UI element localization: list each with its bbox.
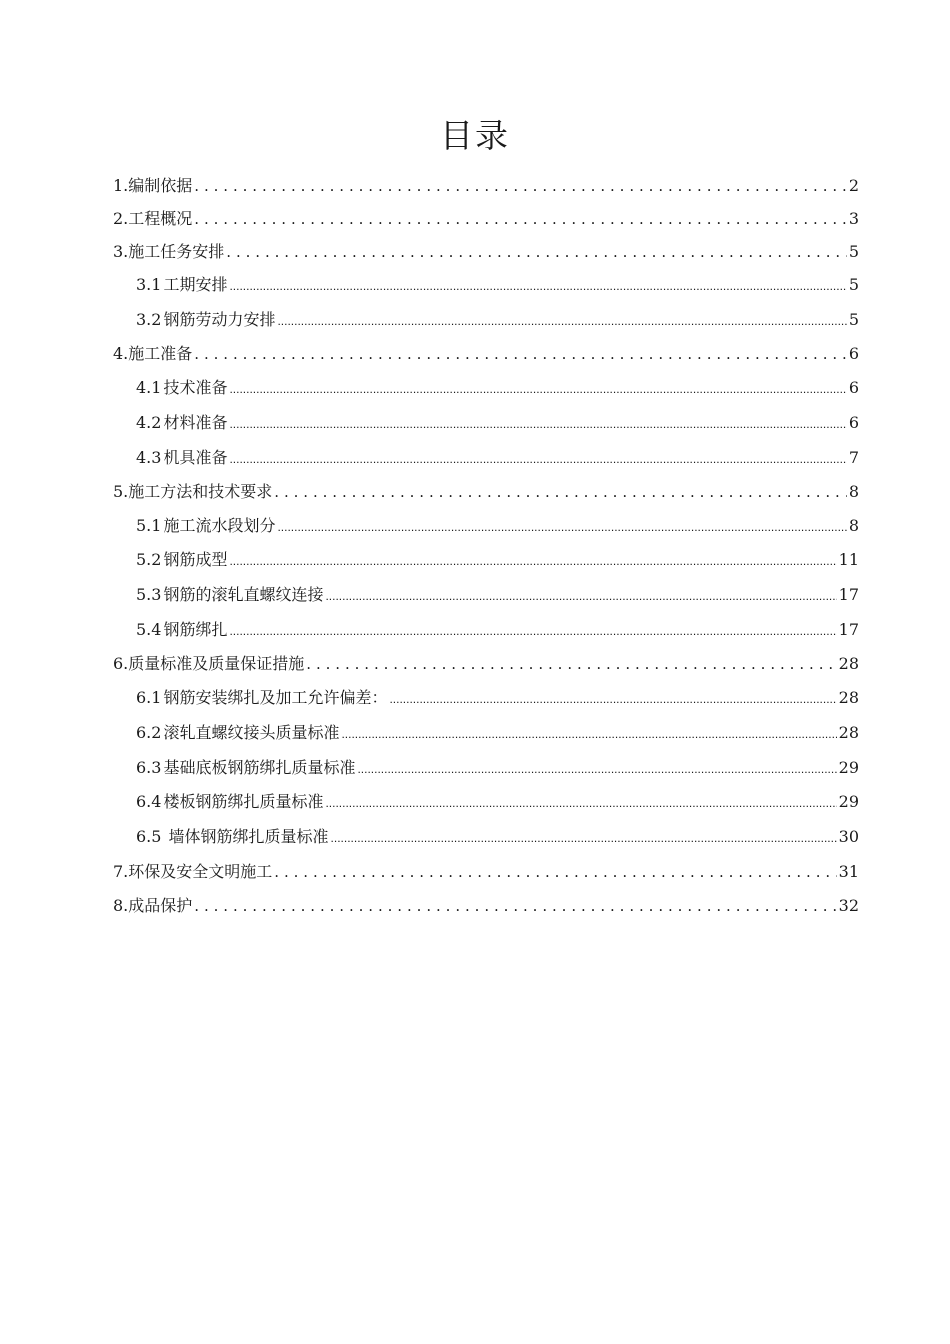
toc-entry-label: 质量标准及质量保证措施 [128,654,305,673]
toc-entry-6-2[interactable] [136,721,859,745]
toc-entry-number: 6. [113,654,129,673]
dot-leader [194,342,847,366]
toc-entry-label: 编制依据 [128,176,193,195]
dot-leader [226,240,847,264]
toc-entry-3[interactable] [113,240,859,264]
dot-leader [229,274,846,298]
toc-entry-5[interactable] [113,480,859,504]
toc-entry-page: 5 [848,242,859,261]
dot-leader [341,722,836,746]
toc-entry-number: 5.3 [136,585,162,604]
dot-leader [229,447,846,471]
toc-entry-page: 32 [838,896,859,915]
dot-leader [229,377,846,401]
dot-leader [325,584,836,608]
toc-entry-2[interactable] [113,207,859,231]
toc-entry-label: 墙体钢筋绑扎质量标准 [163,827,329,846]
toc-entry-4-1[interactable] [136,376,859,400]
toc-entry-7[interactable] [113,860,859,884]
toc-entry-number: 3.1 [136,275,162,294]
toc-entry-label: 施工方法和技术要求 [128,482,273,501]
toc-entry-label: 环保及安全文明施工 [128,862,273,881]
toc-entry-label: 楼板钢筋绑扎质量标准 [163,792,324,811]
dot-leader [229,412,846,436]
toc-entry-label: 材料准备 [163,413,228,432]
dot-leader [229,549,836,573]
toc-entry-number: 2. [113,209,129,228]
toc-entry-number: 4.3 [136,448,162,467]
toc-entry-page: 2 [848,176,859,195]
toc-entry-number: 5.2 [136,550,162,569]
toc-entry-label: 钢筋劳动力安排 [163,310,276,329]
toc-entry-label: 滚轧直螺纹接头质量标准 [163,723,340,742]
toc-entry-number: 4.1 [136,378,162,397]
toc-entry-number: 3.2 [136,310,162,329]
toc-entry-label: 成品保护 [128,896,193,915]
toc-entry-page: 28 [838,654,859,673]
dot-leader [389,687,836,711]
toc-entry-3-1[interactable] [136,273,859,297]
toc-entry-number: 6.2 [136,723,162,742]
toc-entry-number: 6.5 [136,827,162,846]
toc-entry-page: 8 [848,482,859,501]
toc-entry-6-5[interactable] [136,825,859,849]
toc-entry-6[interactable] [113,652,859,676]
toc-entry-label: 钢筋成型 [163,550,228,569]
toc-entry-4-2[interactable] [136,411,859,435]
toc-entry-number: 6.3 [136,758,162,777]
toc-entry-6-3[interactable] [136,756,859,780]
toc-entry-page: 6 [848,378,859,397]
dot-leader [306,652,836,676]
toc-entry-number: 7. [113,862,129,881]
toc-entry-page: 28 [838,723,859,742]
toc-entry-6-1[interactable] [136,686,859,710]
toc-entry-number: 3. [113,242,129,261]
toc-entry-4-3[interactable] [136,446,859,470]
dot-leader [277,309,846,333]
toc-entry-1[interactable] [113,174,859,198]
toc-entry-page: 5 [848,275,859,294]
dot-leader [357,757,836,781]
toc-entry-page: 8 [848,516,859,535]
toc-entry-number: 4.2 [136,413,162,432]
toc-entry-page: 7 [848,448,859,467]
toc-entry-page: 17 [838,585,859,604]
toc-entry-5-2[interactable] [136,548,859,572]
toc-entry-label: 钢筋安装绑扎及加工允许偏差： [163,688,388,707]
dot-leader [194,894,836,918]
toc-entry-number: 5. [113,482,129,501]
toc-entry-page: 5 [848,310,859,329]
toc-entry-label: 工程概况 [128,209,193,228]
toc-entry-number: 6.4 [136,792,162,811]
toc-entry-page: 31 [838,862,859,881]
toc-title: 目录 [440,116,510,155]
dot-leader [194,174,847,198]
toc-entry-label: 基础底板钢筋绑扎质量标准 [163,758,356,777]
dot-leader [331,826,837,850]
toc-entry-page: 17 [838,620,859,639]
toc-entry-page: 30 [838,827,859,846]
dot-leader [277,515,846,539]
dot-leader [194,207,847,231]
toc-entry-label: 机具准备 [163,448,228,467]
toc-entry-3-2[interactable] [136,308,859,332]
toc-entry-label: 工期安排 [163,275,228,294]
toc-entry-page: 29 [838,758,859,777]
toc-entry-page: 6 [848,344,859,363]
toc-entry-page: 28 [838,688,859,707]
dot-leader [229,619,836,643]
toc-entry-page: 29 [838,792,859,811]
toc-entry-page: 6 [848,413,859,432]
toc-entry-number: 4. [113,344,129,363]
dot-leader [274,480,847,504]
toc-entry-label: 施工准备 [128,344,193,363]
toc-entry-label: 施工任务安排 [128,242,225,261]
toc-entry-number: 8. [113,896,129,915]
toc-entry-label: 钢筋的滚轧直螺纹连接 [163,585,324,604]
toc-entry-number: 5.1 [136,516,162,535]
toc-entry-page: 3 [848,209,859,228]
toc-entry-8[interactable] [113,894,859,918]
dot-leader [325,791,836,815]
toc-entry-number: 5.4 [136,620,162,639]
toc-entry-number: 1. [113,176,129,195]
toc-entry-6-4[interactable] [136,790,859,814]
toc-entry-5-1[interactable] [136,514,859,538]
toc-entry-label: 技术准备 [163,378,228,397]
toc-entry-label: 钢筋绑扎 [163,620,228,639]
toc-entry-number: 6.1 [136,688,162,707]
dot-leader [274,860,836,884]
toc-entry-page: 11 [838,550,859,569]
toc-entry-label: 施工流水段划分 [163,516,276,535]
toc-entry-4[interactable] [113,342,859,366]
toc-entry-5-4[interactable] [136,618,859,642]
toc-entry-5-3[interactable] [136,583,859,607]
